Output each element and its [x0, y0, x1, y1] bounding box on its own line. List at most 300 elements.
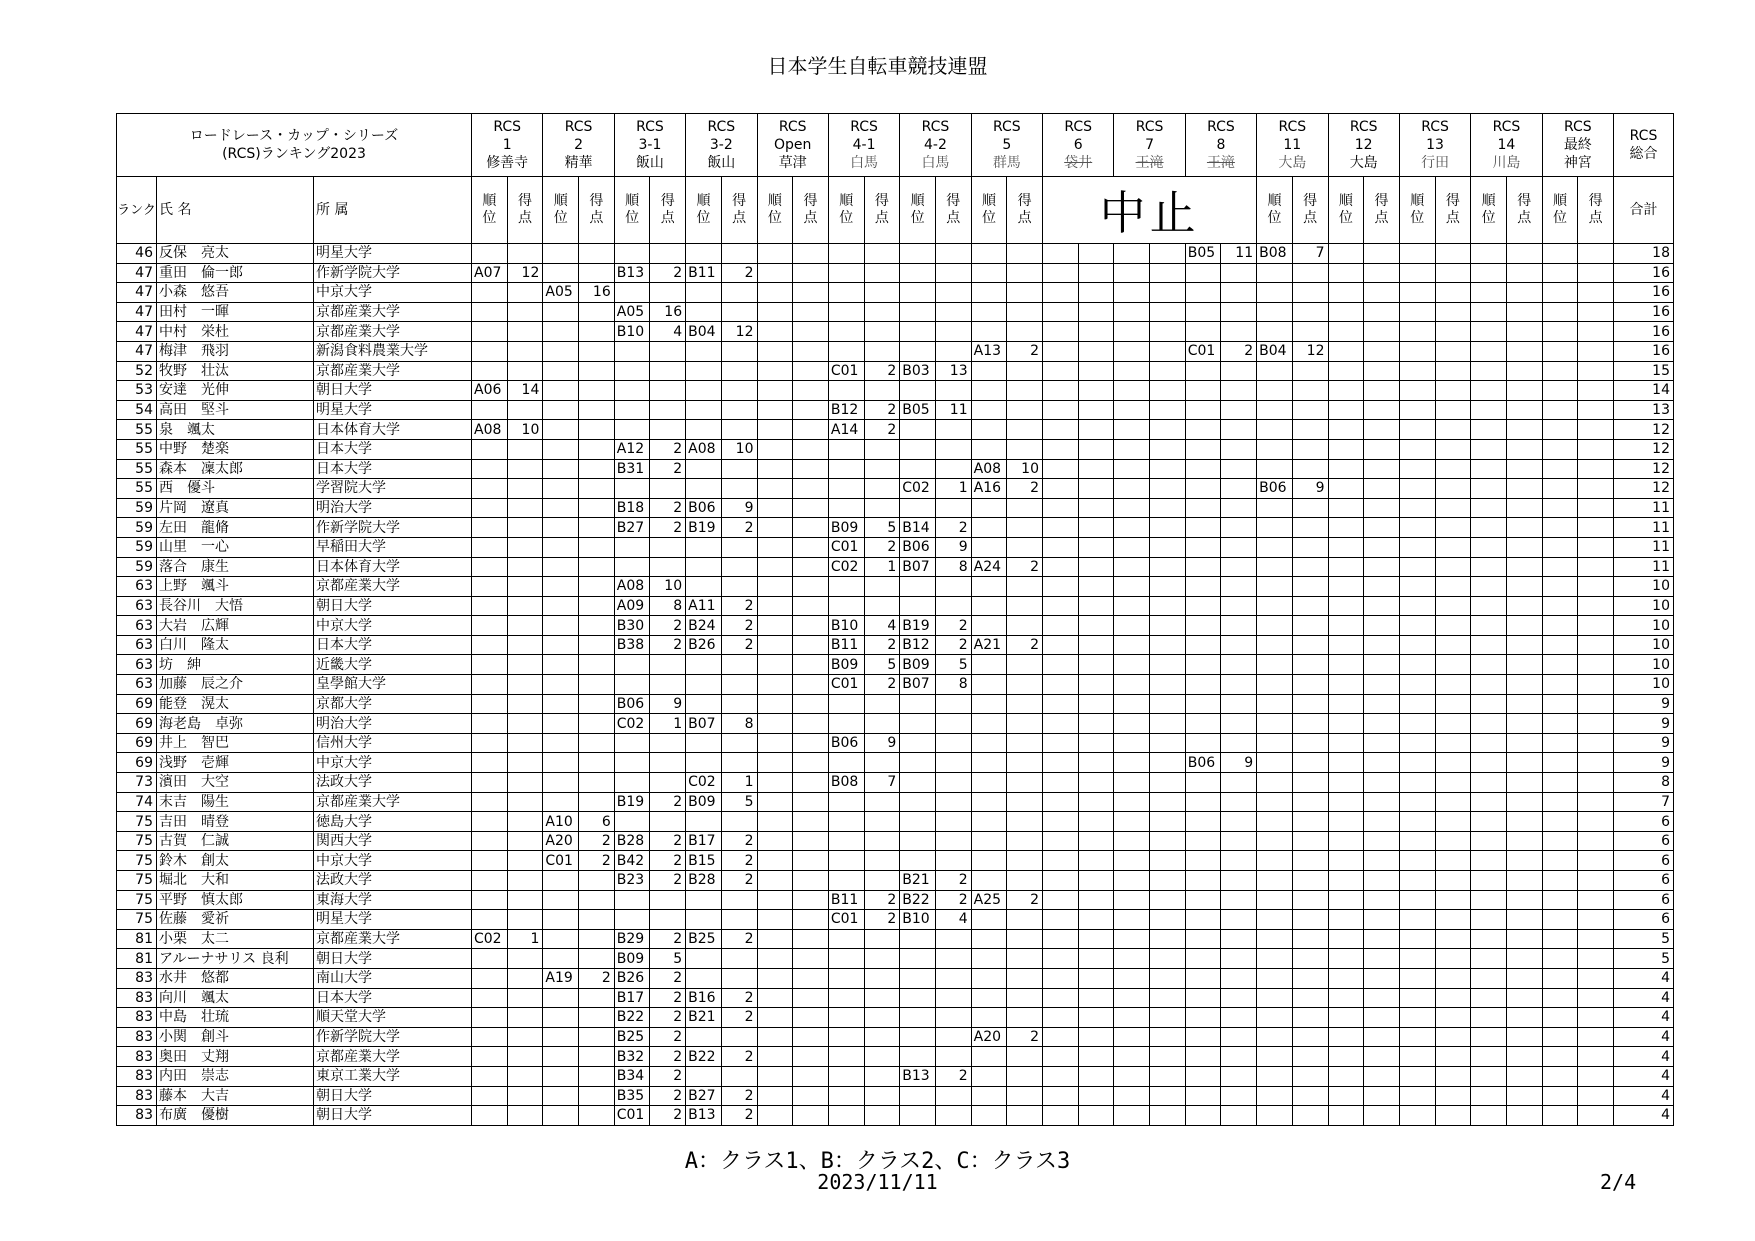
table-row — [117, 283, 1674, 303]
pts-cell — [1578, 675, 1614, 695]
pos-cell — [686, 420, 722, 440]
pts-cell: 1 — [935, 479, 971, 499]
pos-cell — [1185, 949, 1221, 969]
race-number: 8 — [1216, 137, 1226, 153]
pts-cell — [1435, 753, 1471, 773]
pos-cell — [1471, 655, 1507, 675]
pts-cell — [935, 753, 971, 773]
pos-cell: B09 — [614, 949, 650, 969]
caption-line2: (RCS)ランキング2023 — [222, 146, 366, 162]
race-series: RCS — [1421, 119, 1449, 135]
pos-cell — [828, 498, 864, 518]
pos-cell — [614, 381, 650, 401]
pts-cell: 2 — [1007, 890, 1043, 910]
pos-cell — [1471, 871, 1507, 891]
pos-cell — [472, 361, 508, 381]
pos-cell — [543, 459, 579, 479]
pts-cell — [579, 596, 615, 616]
pts-cell — [650, 890, 686, 910]
pos-cell: B13 — [900, 1066, 936, 1086]
pts-cell — [1292, 616, 1328, 636]
pos-cell — [1185, 498, 1221, 518]
affil-cell: 朝日大学 — [314, 1086, 472, 1106]
pts-cell — [1150, 1086, 1186, 1106]
pos-cell — [1043, 361, 1079, 381]
pos-cell — [1257, 714, 1293, 734]
pos-cell — [1328, 871, 1364, 891]
pts-cell: 2 — [650, 851, 686, 871]
pos-cell — [1114, 577, 1150, 597]
pts-cell — [1506, 1106, 1542, 1126]
pos-cell — [614, 537, 650, 557]
pos-cell: B08 — [1257, 244, 1293, 264]
rank-cell: 55 — [117, 479, 157, 499]
pts-cell: 16 — [579, 283, 615, 303]
pts-cell — [1221, 361, 1257, 381]
pos-cell — [757, 302, 793, 322]
pos-cell — [614, 655, 650, 675]
pos-cell — [828, 1066, 864, 1086]
pos-cell — [1114, 498, 1150, 518]
pts-cell — [1506, 439, 1542, 459]
pts-cell — [1364, 302, 1400, 322]
pts-cell — [1292, 635, 1328, 655]
pos-cell — [971, 361, 1007, 381]
pos-cell — [971, 812, 1007, 832]
pts-cell: 13 — [935, 361, 971, 381]
pos-cell — [1114, 871, 1150, 891]
pts-cell — [650, 381, 686, 401]
pts-cell — [1364, 714, 1400, 734]
pts-cell — [1292, 831, 1328, 851]
pts-cell — [864, 302, 900, 322]
pos-cell — [757, 675, 793, 695]
pts-cell — [1292, 675, 1328, 695]
pos-cell — [1542, 341, 1578, 361]
pts-cell — [507, 1047, 543, 1067]
pos-cell — [1043, 1086, 1079, 1106]
rank-cell: 81 — [117, 929, 157, 949]
rank-cell: 83 — [117, 988, 157, 1008]
pts-cell — [1435, 537, 1471, 557]
pos-cell — [1399, 518, 1435, 538]
pos-cell — [1399, 361, 1435, 381]
pos-cell — [828, 341, 864, 361]
pos-cell — [828, 283, 864, 303]
pts-cell — [1578, 498, 1614, 518]
pts-cell: 2 — [650, 1008, 686, 1028]
pos-cell: B06 — [828, 733, 864, 753]
pts-cell — [793, 655, 829, 675]
name-cell: 上野 颯斗 — [157, 577, 314, 597]
name-cell: 小関 創斗 — [157, 1027, 314, 1047]
pts-cell — [507, 1106, 543, 1126]
pos-cell — [971, 929, 1007, 949]
pos-cell — [757, 361, 793, 381]
race-header — [971, 114, 1042, 177]
pts-cell — [1221, 381, 1257, 401]
pos-cell — [971, 420, 1007, 440]
table-row — [117, 949, 1674, 969]
pts-cell — [1364, 479, 1400, 499]
pos-cell — [1114, 890, 1150, 910]
race-series: RCS — [850, 119, 878, 135]
pts-cell: 2 — [721, 596, 757, 616]
pts-cell — [1150, 988, 1186, 1008]
pts-cell — [1078, 361, 1114, 381]
pos-cell — [1542, 694, 1578, 714]
pts-cell — [1292, 400, 1328, 420]
table-row — [117, 616, 1674, 636]
pts-cell — [1150, 831, 1186, 851]
race-header — [1471, 114, 1542, 177]
pts-cell — [1506, 1047, 1542, 1067]
pts-cell — [1578, 1027, 1614, 1047]
pos-cell — [1471, 851, 1507, 871]
pts-cell — [579, 949, 615, 969]
race-header — [686, 114, 757, 177]
pts-cell — [579, 537, 615, 557]
pts-cell — [579, 557, 615, 577]
pts-cell — [1221, 733, 1257, 753]
pts-cell — [1150, 773, 1186, 793]
rank-cell: 81 — [117, 949, 157, 969]
col-rank-header: ランク — [117, 177, 157, 244]
pts-cell: 2 — [864, 537, 900, 557]
pts-cell — [864, 929, 900, 949]
pts-cell — [1078, 655, 1114, 675]
pts-cell: 2 — [935, 890, 971, 910]
pos-cell — [971, 400, 1007, 420]
pos-cell — [757, 1106, 793, 1126]
pos-cell — [757, 1008, 793, 1028]
pts-cell — [1078, 537, 1114, 557]
pts-cell — [935, 968, 971, 988]
pos-cell — [1542, 792, 1578, 812]
race-header — [614, 114, 685, 177]
pos-cell — [1471, 733, 1507, 753]
pos-cell — [1185, 439, 1221, 459]
pts-cell — [1292, 733, 1328, 753]
pos-cell — [1257, 851, 1293, 871]
name-cell: 藤本 大吉 — [157, 1086, 314, 1106]
pts-cell — [1435, 1008, 1471, 1028]
pos-cell — [1328, 714, 1364, 734]
pts-cell: 2 — [650, 988, 686, 1008]
pts-cell — [1078, 675, 1114, 695]
pos-cell: A08 — [472, 420, 508, 440]
pos-cell — [1114, 733, 1150, 753]
pos-cell — [1471, 244, 1507, 264]
pos-cell — [1114, 1086, 1150, 1106]
pos-cell — [472, 968, 508, 988]
pos-cell: A05 — [614, 302, 650, 322]
pos-cell — [828, 694, 864, 714]
total-cell: 6 — [1614, 910, 1674, 930]
pts-cell — [1364, 949, 1400, 969]
pos-cell: B04 — [1257, 341, 1293, 361]
pos-cell: B25 — [614, 1027, 650, 1047]
table-row — [117, 1066, 1674, 1086]
pos-cell — [614, 341, 650, 361]
pos-cell — [472, 1066, 508, 1086]
pts-cell — [507, 694, 543, 714]
pos-cell — [1542, 283, 1578, 303]
pos-cell — [1114, 439, 1150, 459]
pos-cell — [472, 1047, 508, 1067]
pts-cell — [507, 479, 543, 499]
pos-cell: A12 — [614, 439, 650, 459]
total-cell: 11 — [1614, 518, 1674, 538]
pos-cell — [543, 949, 579, 969]
pos-cell — [1328, 1027, 1364, 1047]
pts-cell — [1292, 1086, 1328, 1106]
pos-cell — [828, 851, 864, 871]
pts-cell — [1007, 439, 1043, 459]
pos-cell — [1043, 1106, 1079, 1126]
pts-cell — [507, 812, 543, 832]
pos-cell — [1185, 400, 1221, 420]
pos-cell — [1471, 381, 1507, 401]
pos-cell — [472, 733, 508, 753]
pts-cell — [579, 1027, 615, 1047]
pts-cell — [1506, 557, 1542, 577]
pts-cell — [1007, 753, 1043, 773]
pos-cell — [828, 596, 864, 616]
pos-cell — [1257, 596, 1293, 616]
pts-cell — [793, 577, 829, 597]
race-header — [1043, 114, 1114, 177]
pos-cell — [971, 988, 1007, 1008]
total-cell: 11 — [1614, 498, 1674, 518]
pos-cell — [472, 459, 508, 479]
pos-cell — [900, 949, 936, 969]
pts-cell: 2 — [579, 968, 615, 988]
pts-cell — [579, 1066, 615, 1086]
pos-cell — [1471, 341, 1507, 361]
pos-cell — [1043, 302, 1079, 322]
pts-cell — [1078, 890, 1114, 910]
pos-cell — [1328, 400, 1364, 420]
pos-cell — [757, 439, 793, 459]
pos-cell — [686, 381, 722, 401]
pos-cell — [543, 361, 579, 381]
pos-cell — [828, 302, 864, 322]
pos-cell — [971, 302, 1007, 322]
pts-cell — [935, 1008, 971, 1028]
pos-cell — [1328, 812, 1364, 832]
pts-cell: 10 — [650, 577, 686, 597]
rank-cell: 75 — [117, 851, 157, 871]
pts-cell — [1435, 929, 1471, 949]
pos-cell — [1328, 1047, 1364, 1067]
pos-cell — [1542, 479, 1578, 499]
pts-cell — [1221, 929, 1257, 949]
pos-cell — [1399, 557, 1435, 577]
pos-cell — [971, 244, 1007, 264]
pos-cell — [1257, 1008, 1293, 1028]
pos-cell — [1399, 596, 1435, 616]
pos-cell — [1471, 812, 1507, 832]
rank-cell: 47 — [117, 263, 157, 283]
pos-cell — [1399, 655, 1435, 675]
pos-cell — [1542, 400, 1578, 420]
pts-cell — [793, 400, 829, 420]
pos-cell — [686, 655, 722, 675]
pts-cell — [1221, 890, 1257, 910]
pts-cell — [1435, 1086, 1471, 1106]
pos-cell — [1185, 616, 1221, 636]
pts-cell — [1007, 263, 1043, 283]
pts-cell — [1578, 479, 1614, 499]
pos-cell — [614, 890, 650, 910]
pts-cell — [579, 498, 615, 518]
pts-cell — [793, 831, 829, 851]
pts-cell — [1506, 1008, 1542, 1028]
pos-cell — [900, 322, 936, 342]
affil-cell: 京都大学 — [314, 694, 472, 714]
pts-cell — [1150, 498, 1186, 518]
pos-cell — [1399, 479, 1435, 499]
affil-cell: 皇學館大学 — [314, 675, 472, 695]
pos-cell — [1399, 792, 1435, 812]
pts-cell — [1078, 616, 1114, 636]
pts-cell — [1364, 851, 1400, 871]
pts-cell — [1506, 635, 1542, 655]
pts-cell — [721, 537, 757, 557]
pos-cell — [1114, 655, 1150, 675]
pts-cell — [1506, 890, 1542, 910]
pts-cell — [793, 381, 829, 401]
pts-cell — [507, 537, 543, 557]
total-cell: 9 — [1614, 733, 1674, 753]
pos-cell — [543, 773, 579, 793]
rank-cell: 83 — [117, 1008, 157, 1028]
affil-cell: 京都産業大学 — [314, 792, 472, 812]
pts-cell: 7 — [864, 773, 900, 793]
pts-cell — [793, 792, 829, 812]
pos-cell — [1185, 577, 1221, 597]
pts-cell — [1578, 831, 1614, 851]
pos-cell — [1114, 361, 1150, 381]
pos-cell — [1043, 244, 1079, 264]
pts-cell — [1435, 498, 1471, 518]
pts-cell: 2 — [650, 1106, 686, 1126]
pts-cell — [507, 968, 543, 988]
pts-cell — [507, 322, 543, 342]
pos-cell — [971, 851, 1007, 871]
pts-cell — [1150, 322, 1186, 342]
pos-cell — [757, 596, 793, 616]
pos-cell: C01 — [828, 675, 864, 695]
pts-cell — [507, 341, 543, 361]
pos-cell — [1257, 812, 1293, 832]
pos-cell: B06 — [900, 537, 936, 557]
pos-cell — [1328, 498, 1364, 518]
table-row — [117, 831, 1674, 851]
pos-cell — [1328, 361, 1364, 381]
race-number: 最終 — [1563, 137, 1592, 153]
pos-cell — [1542, 577, 1578, 597]
pts-cell — [1007, 929, 1043, 949]
pts-cell: 5 — [721, 792, 757, 812]
pts-cell — [507, 773, 543, 793]
pos-cell — [900, 302, 936, 322]
pos-cell — [1043, 263, 1079, 283]
pts-cell — [1078, 871, 1114, 891]
pos-cell — [472, 244, 508, 264]
pos-cell — [1257, 988, 1293, 1008]
pos-cell — [1043, 929, 1079, 949]
pos-cell — [614, 479, 650, 499]
pos-cell — [900, 753, 936, 773]
pos-cell: B10 — [900, 910, 936, 930]
pos-cell — [828, 577, 864, 597]
pos-cell — [1114, 694, 1150, 714]
affil-cell: 京都産業大学 — [314, 361, 472, 381]
name-cell: 中島 壮琉 — [157, 1008, 314, 1028]
name-cell: 梅津 飛羽 — [157, 341, 314, 361]
pos-cell: A10 — [543, 812, 579, 832]
race-header — [472, 114, 543, 177]
pos-cell — [757, 341, 793, 361]
name-cell: 反保 亮太 — [157, 244, 314, 264]
pos-cell — [971, 792, 1007, 812]
pos-cell — [1471, 361, 1507, 381]
pts-cell: 2 — [721, 1086, 757, 1106]
pos-cell — [1328, 341, 1364, 361]
pts-cell — [507, 596, 543, 616]
race-number: 11 — [1283, 137, 1302, 153]
table-row — [117, 968, 1674, 988]
pts-cell — [1007, 968, 1043, 988]
pos-cell — [1185, 1106, 1221, 1126]
pos-cell — [900, 1008, 936, 1028]
pts-cell — [1506, 459, 1542, 479]
rank-cell: 55 — [117, 439, 157, 459]
pts-cell — [721, 890, 757, 910]
pts-cell — [721, 1027, 757, 1047]
pts-cell — [1221, 518, 1257, 538]
pts-cell: 2 — [721, 1047, 757, 1067]
pos-cell — [1185, 596, 1221, 616]
pts-cell — [1578, 871, 1614, 891]
race-series: RCS — [564, 119, 593, 135]
pts-cell — [721, 733, 757, 753]
affil-cell: 日本大学 — [314, 439, 472, 459]
pts-cell — [650, 244, 686, 264]
pos-cell — [757, 910, 793, 930]
pos-cell — [543, 518, 579, 538]
pos-cell — [1328, 831, 1364, 851]
pts-cell: 2 — [864, 420, 900, 440]
pts-cell — [1150, 1027, 1186, 1047]
pts-cell — [1578, 1086, 1614, 1106]
pos-cell — [1043, 851, 1079, 871]
affil-cell: 京都産業大学 — [314, 322, 472, 342]
pts-cell — [1578, 890, 1614, 910]
name-cell: 長谷川 大悟 — [157, 596, 314, 616]
pts-cell — [1078, 753, 1114, 773]
pos-cell — [1399, 733, 1435, 753]
pts-cell — [507, 400, 543, 420]
pts-cell — [1364, 910, 1400, 930]
pos-cell — [543, 694, 579, 714]
pts-cell — [1435, 1066, 1471, 1086]
pts-cell — [935, 596, 971, 616]
pts-cell — [1578, 1106, 1614, 1126]
pos-cell — [1542, 1066, 1578, 1086]
